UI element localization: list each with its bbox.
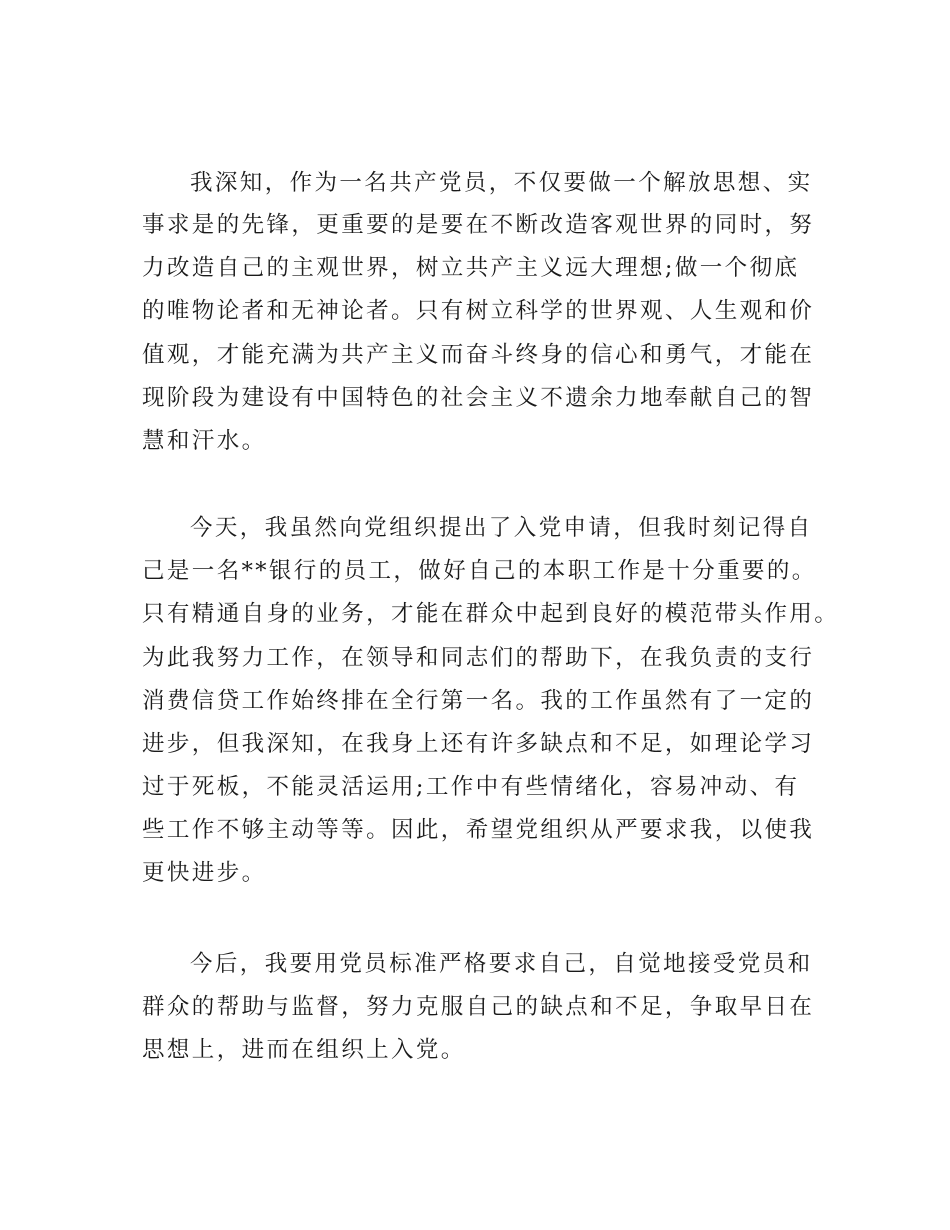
paragraph-line: 为此我努力工作，在领导和同志们的帮助下，在我负责的支行 bbox=[142, 645, 815, 671]
paragraph-line: 更快进步。 bbox=[142, 860, 267, 886]
paragraph-line: 力改造自己的主观世界，树立共产主义远大理想;做一个彻底 bbox=[142, 255, 800, 281]
paragraph-line: 今天，我虽然向党组织提出了入党申请，但我时刻记得自 bbox=[190, 515, 813, 541]
paragraph-line: 现阶段为建设有中国特色的社会主义不遗余力地奉献自己的智 bbox=[142, 385, 815, 411]
paragraph-line: 慧和汗水。 bbox=[142, 428, 267, 454]
paragraph-line: 事求是的先锋，更重要的是要在不断改造客观世界的同时，努 bbox=[142, 212, 815, 238]
paragraph-line: 思想上，进而在组织上入党。 bbox=[142, 1037, 466, 1063]
paragraph-line: 我深知，作为一名共产党员，不仅要做一个解放思想、实 bbox=[190, 170, 813, 196]
paragraph-line: 值观，才能充满为共产主义而奋斗终身的信心和勇气，才能在 bbox=[142, 342, 815, 368]
paragraph-line: 消费信贷工作始终排在全行第一名。我的工作虽然有了一定的 bbox=[142, 688, 815, 714]
paragraph-line: 今后，我要用党员标准严格要求自己，自觉地接受党员和 bbox=[190, 951, 813, 977]
paragraph-line: 己是一名**银行的员工，做好自己的本职工作是十分重要的。 bbox=[142, 558, 817, 584]
paragraph-line: 些工作不够主动等等。因此，希望党组织从严要求我，以使我 bbox=[142, 817, 815, 843]
paragraph-line: 的唯物论者和无神论者。只有树立科学的世界观、人生观和价 bbox=[142, 298, 815, 324]
paragraph-line: 过于死板，不能灵活运用;工作中有些情绪化，容易冲动、有 bbox=[142, 774, 800, 800]
paragraph-line: 群众的帮助与监督，努力克服自己的缺点和不足，争取早日在 bbox=[142, 994, 815, 1020]
paragraph-line: 只有精通自身的业务，才能在群众中起到良好的模范带头作用。 bbox=[142, 601, 840, 627]
paragraph-line: 进步，但我深知，在我身上还有许多缺点和不足，如理论学习 bbox=[142, 731, 815, 757]
